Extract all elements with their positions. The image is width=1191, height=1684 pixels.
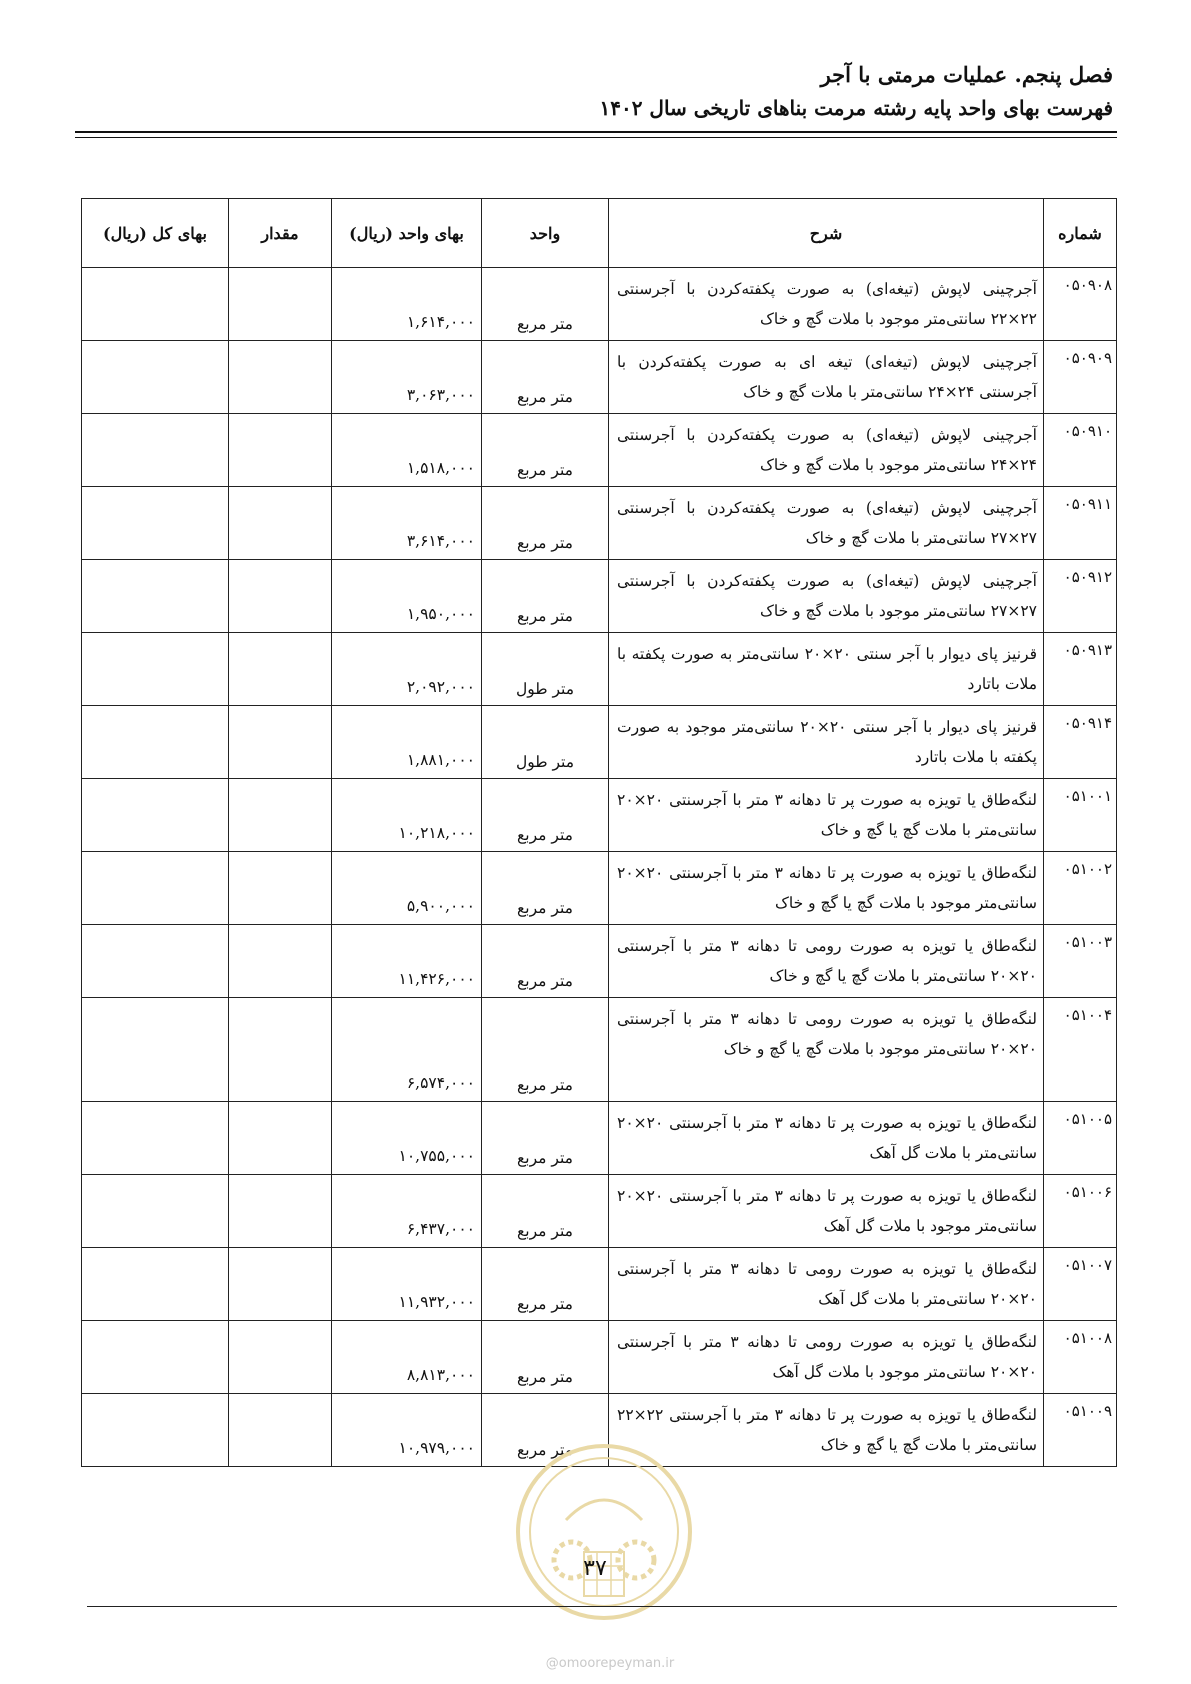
item-total-price bbox=[82, 414, 229, 487]
price-table bbox=[81, 198, 1117, 1467]
item-code: ۰۵۰۹۱۱ bbox=[1044, 487, 1117, 560]
item-code: ۰۵۱۰۰۵ bbox=[1044, 1102, 1117, 1175]
item-code: ۰۵۰۹۱۳ bbox=[1044, 633, 1117, 706]
footer-rule bbox=[87, 1606, 1117, 1607]
item-code: ۰۵۱۰۰۸ bbox=[1044, 1321, 1117, 1394]
item-unit: متر طول bbox=[482, 706, 609, 779]
item-unit-price: ۶,۵۷۴,۰۰۰ bbox=[332, 998, 482, 1102]
item-total-price bbox=[82, 706, 229, 779]
item-description: لنگه‌طاق یا تویزه به صورت رومی تا دهانه ۳ متر با آجرسنتی ۲۰×۲۰ سانتی‌متر با ملات گچ یا گچ و خاک bbox=[609, 925, 1044, 998]
seal-watermark bbox=[512, 1440, 696, 1624]
item-unit: متر مربع bbox=[482, 1175, 609, 1248]
item-unit: متر مربع bbox=[482, 779, 609, 852]
item-description: آجرچینی لاپوش (تیغه‌ای) تیغه ای به صورت پکفته‌کردن با آجرسنتی ۲۴×۲۴ سانتی‌متر با ملات گچ و خاک bbox=[609, 341, 1044, 414]
item-total-price bbox=[82, 1175, 229, 1248]
item-unit: متر مربع bbox=[482, 1321, 609, 1394]
item-total-price bbox=[82, 1102, 229, 1175]
column-header-quantity: مقدار bbox=[229, 199, 332, 268]
watermark-url: @omoorepeyman.ir bbox=[545, 1656, 675, 1671]
item-unit-price: ۱,۸۸۱,۰۰۰ bbox=[332, 706, 482, 779]
item-unit: متر مربع bbox=[482, 925, 609, 998]
item-unit-price: ۲,۰۹۲,۰۰۰ bbox=[332, 633, 482, 706]
item-total-price bbox=[82, 925, 229, 998]
item-unit-price: ۱,۵۱۸,۰۰۰ bbox=[332, 414, 482, 487]
item-unit: متر مربع bbox=[482, 1394, 609, 1467]
item-total-price bbox=[82, 560, 229, 633]
item-unit: متر مربع bbox=[482, 268, 609, 341]
item-description: آجرچینی لاپوش (تیغه‌ای) به صورت پکفته‌کردن با آجرسنتی ۲۴×۲۴ سانتی‌متر موجود با ملات گچ و خاک bbox=[609, 414, 1044, 487]
item-total-price bbox=[82, 998, 229, 1102]
item-total-price bbox=[82, 1248, 229, 1321]
table-row bbox=[82, 1102, 1117, 1175]
column-header-total-price: بهای کل (ریال) bbox=[82, 199, 229, 268]
item-quantity bbox=[229, 706, 332, 779]
item-quantity bbox=[229, 268, 332, 341]
item-description: آجرچینی لاپوش (تیغه‌ای) به صورت پکفته‌کردن با آجرسنتی ۲۷×۲۷ سانتی‌متر موجود با ملات گچ و خاک bbox=[609, 560, 1044, 633]
item-quantity bbox=[229, 633, 332, 706]
item-total-price bbox=[82, 852, 229, 925]
item-unit-price: ۱۱,۴۲۶,۰۰۰ bbox=[332, 925, 482, 998]
table-row bbox=[82, 633, 1117, 706]
item-quantity bbox=[229, 925, 332, 998]
price-list-title: فهرست بهای واحد پایه رشته مرمت بناهای تاریخی سال ۱۴۰۲ bbox=[599, 96, 1113, 120]
item-code: ۰۵۰۹۰۹ bbox=[1044, 341, 1117, 414]
item-quantity bbox=[229, 779, 332, 852]
item-code: ۰۵۰۹۱۰ bbox=[1044, 414, 1117, 487]
item-unit-price: ۳,۶۱۴,۰۰۰ bbox=[332, 487, 482, 560]
item-quantity bbox=[229, 487, 332, 560]
item-code: ۰۵۱۰۰۴ bbox=[1044, 998, 1117, 1102]
item-code: ۰۵۱۰۰۷ bbox=[1044, 1248, 1117, 1321]
item-total-price bbox=[82, 487, 229, 560]
table-row bbox=[82, 925, 1117, 998]
item-unit: متر مربع bbox=[482, 341, 609, 414]
table-row bbox=[82, 487, 1117, 560]
item-unit-price: ۱۱,۹۳۲,۰۰۰ bbox=[332, 1248, 482, 1321]
item-quantity bbox=[229, 414, 332, 487]
header-rule-thick bbox=[75, 131, 1117, 133]
item-description: لنگه‌طاق یا تویزه به صورت پر تا دهانه ۳ متر با آجرسنتی ۲۲×۲۲ سانتی‌متر با ملات گچ یا گچ و خاک bbox=[609, 1394, 1044, 1467]
item-description: لنگه‌طاق یا تویزه به صورت رومی تا دهانه ۳ متر با آجرسنتی ۲۰×۲۰ سانتی‌متر موجود با ملات گل آهک bbox=[609, 1321, 1044, 1394]
table-row bbox=[82, 1175, 1117, 1248]
table-row bbox=[82, 779, 1117, 852]
item-description: آجرچینی لاپوش (تیغه‌ای) به صورت پکفته‌کردن با آجرسنتی ۲۷×۲۷ سانتی‌متر با ملات گچ و خاک bbox=[609, 487, 1044, 560]
item-code: ۰۵۰۹۱۴ bbox=[1044, 706, 1117, 779]
item-total-price bbox=[82, 1321, 229, 1394]
item-quantity bbox=[229, 1321, 332, 1394]
item-quantity bbox=[229, 998, 332, 1102]
price-table-body bbox=[82, 268, 1117, 1467]
item-total-price bbox=[82, 268, 229, 341]
item-quantity bbox=[229, 852, 332, 925]
item-description: لنگه‌طاق یا تویزه به صورت پر تا دهانه ۳ متر با آجرسنتی ۲۰×۲۰ سانتی‌متر موجود با ملات گل آهک bbox=[609, 1175, 1044, 1248]
item-total-price bbox=[82, 341, 229, 414]
item-description: قرنیز پای دیوار با آجر سنتی ۲۰×۲۰ سانتی‌متر موجود به صورت پکفته با ملات باتارد bbox=[609, 706, 1044, 779]
item-code: ۰۵۱۰۰۱ bbox=[1044, 779, 1117, 852]
item-code: ۰۵۱۰۰۹ bbox=[1044, 1394, 1117, 1467]
header-rule-thin bbox=[75, 137, 1117, 138]
item-description: قرنیز پای دیوار با آجر سنتی ۲۰×۲۰ سانتی‌متر به صورت پکفته با ملات باتارد bbox=[609, 633, 1044, 706]
item-quantity bbox=[229, 1248, 332, 1321]
item-unit-price: ۱,۶۱۴,۰۰۰ bbox=[332, 268, 482, 341]
item-quantity bbox=[229, 341, 332, 414]
item-unit: متر طول bbox=[482, 633, 609, 706]
item-description: لنگه‌طاق یا تویزه به صورت رومی تا دهانه ۳ متر با آجرسنتی ۲۰×۲۰ سانتی‌متر موجود با ملات گچ یا گچ و خاک bbox=[609, 998, 1044, 1102]
page-number: ۳۷ bbox=[583, 1556, 607, 1581]
item-code: ۰۵۰۹۱۲ bbox=[1044, 560, 1117, 633]
item-total-price bbox=[82, 779, 229, 852]
item-code: ۰۵۰۹۰۸ bbox=[1044, 268, 1117, 341]
item-total-price bbox=[82, 633, 229, 706]
item-description: آجرچینی لاپوش (تیغه‌ای) به صورت پکفته‌کردن با آجرسنتی ۲۲×۲۲ سانتی‌متر موجود با ملات گچ و خاک bbox=[609, 268, 1044, 341]
table-header-row bbox=[82, 199, 1117, 268]
item-unit-price: ۳,۰۶۳,۰۰۰ bbox=[332, 341, 482, 414]
table-row bbox=[82, 268, 1117, 341]
item-unit: متر مربع bbox=[482, 487, 609, 560]
table-row bbox=[82, 1248, 1117, 1321]
table-row bbox=[82, 560, 1117, 633]
item-unit-price: ۱۰,۷۵۵,۰۰۰ bbox=[332, 1102, 482, 1175]
column-header-description: شرح bbox=[609, 199, 1044, 268]
item-description: لنگه‌طاق یا تویزه به صورت رومی تا دهانه ۳ متر با آجرسنتی ۲۰×۲۰ سانتی‌متر با ملات گل آهک bbox=[609, 1248, 1044, 1321]
item-unit: متر مربع bbox=[482, 852, 609, 925]
table-row bbox=[82, 414, 1117, 487]
column-header-unit: واحد bbox=[482, 199, 609, 268]
table-row bbox=[82, 852, 1117, 925]
item-unit-price: ۶,۴۳۷,۰۰۰ bbox=[332, 1175, 482, 1248]
item-unit: متر مربع bbox=[482, 1248, 609, 1321]
item-quantity bbox=[229, 560, 332, 633]
item-unit-price: ۱۰,۲۱۸,۰۰۰ bbox=[332, 779, 482, 852]
item-unit: متر مربع bbox=[482, 414, 609, 487]
item-code: ۰۵۱۰۰۶ bbox=[1044, 1175, 1117, 1248]
item-unit: متر مربع bbox=[482, 1102, 609, 1175]
table-row bbox=[82, 341, 1117, 414]
item-total-price bbox=[82, 1394, 229, 1467]
item-unit-price: ۱۰,۹۷۹,۰۰۰ bbox=[332, 1394, 482, 1467]
table-row bbox=[82, 1321, 1117, 1394]
page-header bbox=[73, 58, 1113, 124]
item-description: لنگه‌طاق یا تویزه به صورت پر تا دهانه ۳ متر با آجرسنتی ۲۰×۲۰ سانتی‌متر با ملات گل آهک bbox=[609, 1102, 1044, 1175]
item-unit: متر مربع bbox=[482, 560, 609, 633]
item-unit-price: ۸,۸۱۳,۰۰۰ bbox=[332, 1321, 482, 1394]
item-unit: متر مربع bbox=[482, 998, 609, 1102]
item-code: ۰۵۱۰۰۲ bbox=[1044, 852, 1117, 925]
item-code: ۰۵۱۰۰۳ bbox=[1044, 925, 1117, 998]
chapter-title: فصل پنجم. عملیات مرمتی با آجر bbox=[820, 62, 1113, 87]
table-row bbox=[82, 998, 1117, 1102]
item-unit-price: ۱,۹۵۰,۰۰۰ bbox=[332, 560, 482, 633]
item-quantity bbox=[229, 1102, 332, 1175]
column-header-unit-price: بهای واحد (ریال) bbox=[332, 199, 482, 268]
item-quantity bbox=[229, 1394, 332, 1467]
item-quantity bbox=[229, 1175, 332, 1248]
item-description: لنگه‌طاق یا تویزه به صورت پر تا دهانه ۳ متر با آجرسنتی ۲۰×۲۰ سانتی‌متر با ملات گچ یا گچ و خاک bbox=[609, 779, 1044, 852]
item-description: لنگه‌طاق یا تویزه به صورت پر تا دهانه ۳ متر با آجرسنتی ۲۰×۲۰ سانتی‌متر موجود با ملات گچ یا گچ و خاک bbox=[609, 852, 1044, 925]
column-header-code: شماره bbox=[1044, 199, 1117, 268]
table-row bbox=[82, 706, 1117, 779]
item-unit-price: ۵,۹۰۰,۰۰۰ bbox=[332, 852, 482, 925]
